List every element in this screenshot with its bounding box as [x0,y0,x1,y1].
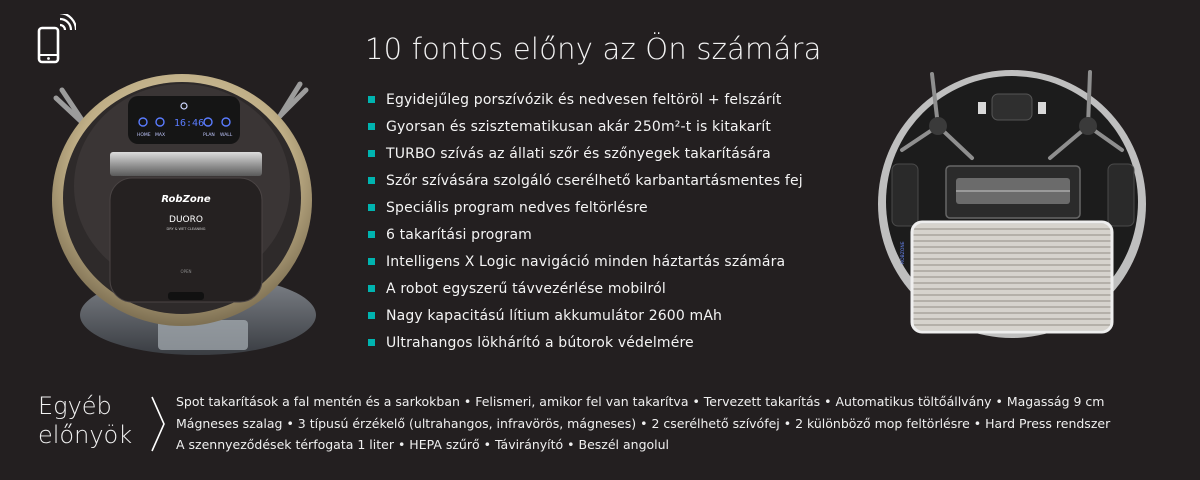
side-brush-hub [1079,117,1097,135]
robot-brand: RobZone [161,194,211,205]
feature-text: Egyidejűleg porszívózik és nedvesen feltöröl + felszárít [386,91,782,108]
feature-text: TURBO szívás az állati szőr és szőnyegek takarítására [386,145,771,162]
feature-text: Nagy kapacitású lítium akkumulátor 2600 mAh [386,307,723,324]
bullet-square-icon [368,258,375,265]
chevron-right-icon [150,395,166,453]
feature-text: 6 takarítási program [386,226,532,243]
feature-text: Speciális program nedves feltörlésre [386,199,648,216]
bullet-square-icon [368,231,375,238]
feature-item [368,221,803,248]
charging-contact [1038,102,1046,114]
feature-item [368,248,803,275]
feature-item [368,113,803,140]
feature-list [368,86,803,356]
feature-text: A robot egyszerű távvezérlése mobilról [386,280,666,297]
other-title-line: előnyök [38,421,133,449]
feature-item [368,194,803,221]
side-brush-hub [929,117,947,135]
other-benefits-list [176,391,1186,456]
feature-item [368,329,803,356]
feature-item [368,302,803,329]
other-benefits-line: A szennyeződések térfogata 1 liter • HEPA szűrő • Távirányító • Beszél angolul [176,437,670,452]
metal-bar [110,152,262,176]
bullet-square-icon [368,285,375,292]
feature-item [368,275,803,302]
button-label: PLAN [203,133,215,138]
bullet-square-icon [368,177,375,184]
feature-text: Szőr szívására szolgáló cserélhető karbantartásmentes fej [386,172,803,189]
robot-model-sub: DRY & WET CLEANING [166,227,206,231]
robot-vacuum-top-image [48,60,340,370]
caster-wheel [992,94,1032,120]
other-title-line: Egyéb [38,392,112,420]
lid-handle [168,292,204,300]
bullet-square-icon [368,312,375,319]
display-time: 16:46 [174,118,205,129]
feature-text: Intelligens X Logic navigáció minden háztartás számára [386,253,786,270]
feature-item [368,86,803,113]
wheel-left [892,164,918,226]
lid-open-label: OPEN [180,269,192,274]
feature-text: Ultrahangos lökhárító a bútorok védelmére [386,334,694,351]
bullet-square-icon [368,123,375,130]
feature-item [368,140,803,167]
bullet-square-icon [368,96,375,103]
other-benefits-title [38,392,148,450]
robot-vacuum-bottom-image [872,64,1172,354]
other-benefits-line: Mágneses szalag • 3 típusú érzékelő (ultrahangos, infravörös, mágneses) • 2 cserélhető szívófej • 2 különböző mop feltörlésre • Hard Press rendszer [176,415,1111,431]
side-brush-right [280,84,306,116]
mop-pad [912,222,1112,332]
bullet-square-icon [368,150,375,157]
feature-text: Gyorsan és szisztematikusan akár 250m²-t is kitakarít [386,118,772,135]
button-label: WALL [220,133,233,138]
robot-model: DUORO [169,215,203,225]
wheel-right [1108,164,1134,226]
button-label: MAX [155,133,166,138]
bullet-square-icon [368,339,375,346]
button-label: HOME [137,133,151,138]
charging-contact [978,102,986,114]
feature-item [368,167,803,194]
page-title: 10 fontos előny az Ön számára [365,32,822,66]
bullet-square-icon [368,204,375,211]
side-label: ROBZONE [901,241,906,264]
other-benefits-line: Spot takarítások a fal mentén és a sarkokban • Felismeri, amikor fel van takarítva • Tervezett takarítás • Automatikus töltőállvány • Magasság 9 cm [176,394,1105,409]
